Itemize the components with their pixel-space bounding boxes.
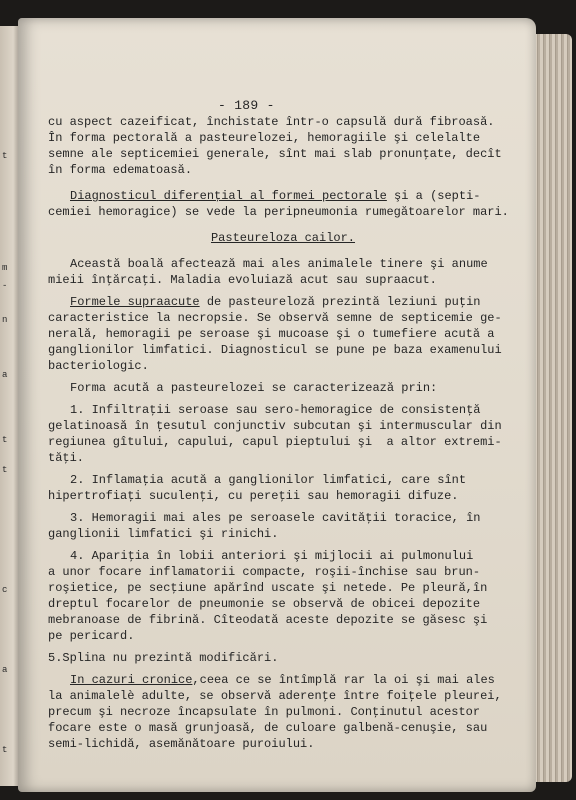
page-body	[48, 114, 518, 752]
text-line: nerală, hemoragii pe seroase şi mucoase şi o tumefiere acută a	[48, 327, 495, 341]
left-page-fragment: t	[2, 465, 8, 475]
text-line: cu aspect cazeificat, închistate într-o capsulă dură fibroasă.	[48, 115, 495, 129]
diagnosis-paragraph	[48, 188, 518, 204]
text-line: a unor focare inflamatorii compacte, roşii-închise sau brun-	[48, 565, 481, 579]
text-line: tăţi.	[48, 451, 85, 465]
list-item-5: 5.Splina nu prezintă modificări.	[48, 651, 279, 665]
underlined-phrase: Formele supraacute	[70, 295, 200, 309]
list-item-1: 1. Infiltraţii seroase sau sero-hemoragice de consistenţă	[70, 403, 481, 417]
text-line: pe pericard.	[48, 629, 135, 643]
left-page-fragment: t	[2, 745, 8, 755]
text-line: mieii înţărcaţi. Maladia evoluiază acut sau supraacut.	[48, 273, 437, 287]
text-line: în forma edematoasă.	[48, 163, 193, 177]
page-number: - 189 -	[218, 98, 275, 113]
text-line: focare este o masă grunjoasă, de culoare galbenă-cenuşie, sau	[48, 721, 488, 735]
text-line: mebranoase de fibrină. Cîteodată aceste depozite se găsesc şi	[48, 613, 488, 627]
text-line: Această boală afectează mai ales animalele tinere şi anume	[70, 257, 488, 271]
list-item-2: 2. Inflamaţia acută a ganglionilor limfatici, care sînt	[70, 473, 467, 487]
chronic-paragraph	[48, 672, 518, 688]
document-page	[18, 18, 536, 792]
text-line: caracteristice la necropsie. Se observă semne de septicemie ge-	[48, 311, 502, 325]
left-page-fragment: c	[2, 585, 8, 595]
text-line: semi-lichidă, asemănătoare puroiului.	[48, 737, 315, 751]
text-line: ganglionii limfatici şi rinichi.	[48, 527, 279, 541]
left-page-fragment: -	[2, 281, 8, 291]
text-line: ganglionilor limfatici. Diagnosticul se pune pe baza examenului	[48, 343, 502, 357]
text-line: bacteriologic.	[48, 359, 149, 373]
text-line: precum şi necroze încapsulate în pulmoni. Conţinutul acestor	[48, 705, 481, 719]
text-line: dreptul focarelor de pneumonie se observă de obicei depozite	[48, 597, 481, 611]
left-page-fragment: t	[2, 151, 8, 161]
text-line: regiunea gîtului, capului, capul pieptului şi a altor extremi-	[48, 435, 502, 449]
text-span: şi a (septi-	[386, 189, 481, 203]
section-heading: Pasteureloza cailor.	[210, 231, 356, 245]
list-item-3: 3. Hemoragii mai ales pe seroasele cavităţii toracice, în	[70, 511, 481, 525]
left-page-fragment: n	[2, 315, 8, 325]
text-line: semne ale septicemiei generale, sînt mai slab pronunţate, decît	[48, 147, 502, 161]
left-page-fragment: t	[2, 435, 8, 445]
text-line: În forma pectorală a pasteurelozei, hemoragiile şi celelalte	[48, 131, 481, 145]
text-span: de pasteureloză prezintă leziuni puţin	[199, 295, 481, 309]
text-line: cemiei hemoragice) se vede la peripneumonia rumegătoarelor mari.	[48, 205, 509, 219]
text-line: gelatinoasă în ţesutul conjunctiv subcutan şi intermuscular din	[48, 419, 502, 433]
underlined-phrase: Diagnosticul diferenţial al formei pectorale	[70, 189, 387, 203]
list-item-4: 4. Apariţia în lobii anteriori şi mijlocii ai pulmonului	[70, 549, 474, 563]
left-page-fragment: a	[2, 665, 8, 675]
text-line: Forma acută a pasteurelozei se caracterizează prin:	[70, 381, 438, 395]
text-line: la animalelè adulte, se observă aderenţe între foiţele pleurei,	[48, 689, 502, 703]
underlined-phrase: In cazuri cronice	[70, 673, 193, 687]
text-line: hipertrofiaţi suculenţi, cu pereţii sau hemoragii difuze.	[48, 489, 459, 503]
text-line: roşietice, pe secţiune apărînd uscate şi netede. Pe pleură,în	[48, 581, 488, 595]
supraacute-paragraph	[48, 294, 518, 310]
left-page-fragment: m	[2, 263, 8, 273]
left-page-fragment: a	[2, 370, 8, 380]
text-span: ,ceea ce se întîmplă rar la oi şi mai ales	[192, 673, 495, 687]
